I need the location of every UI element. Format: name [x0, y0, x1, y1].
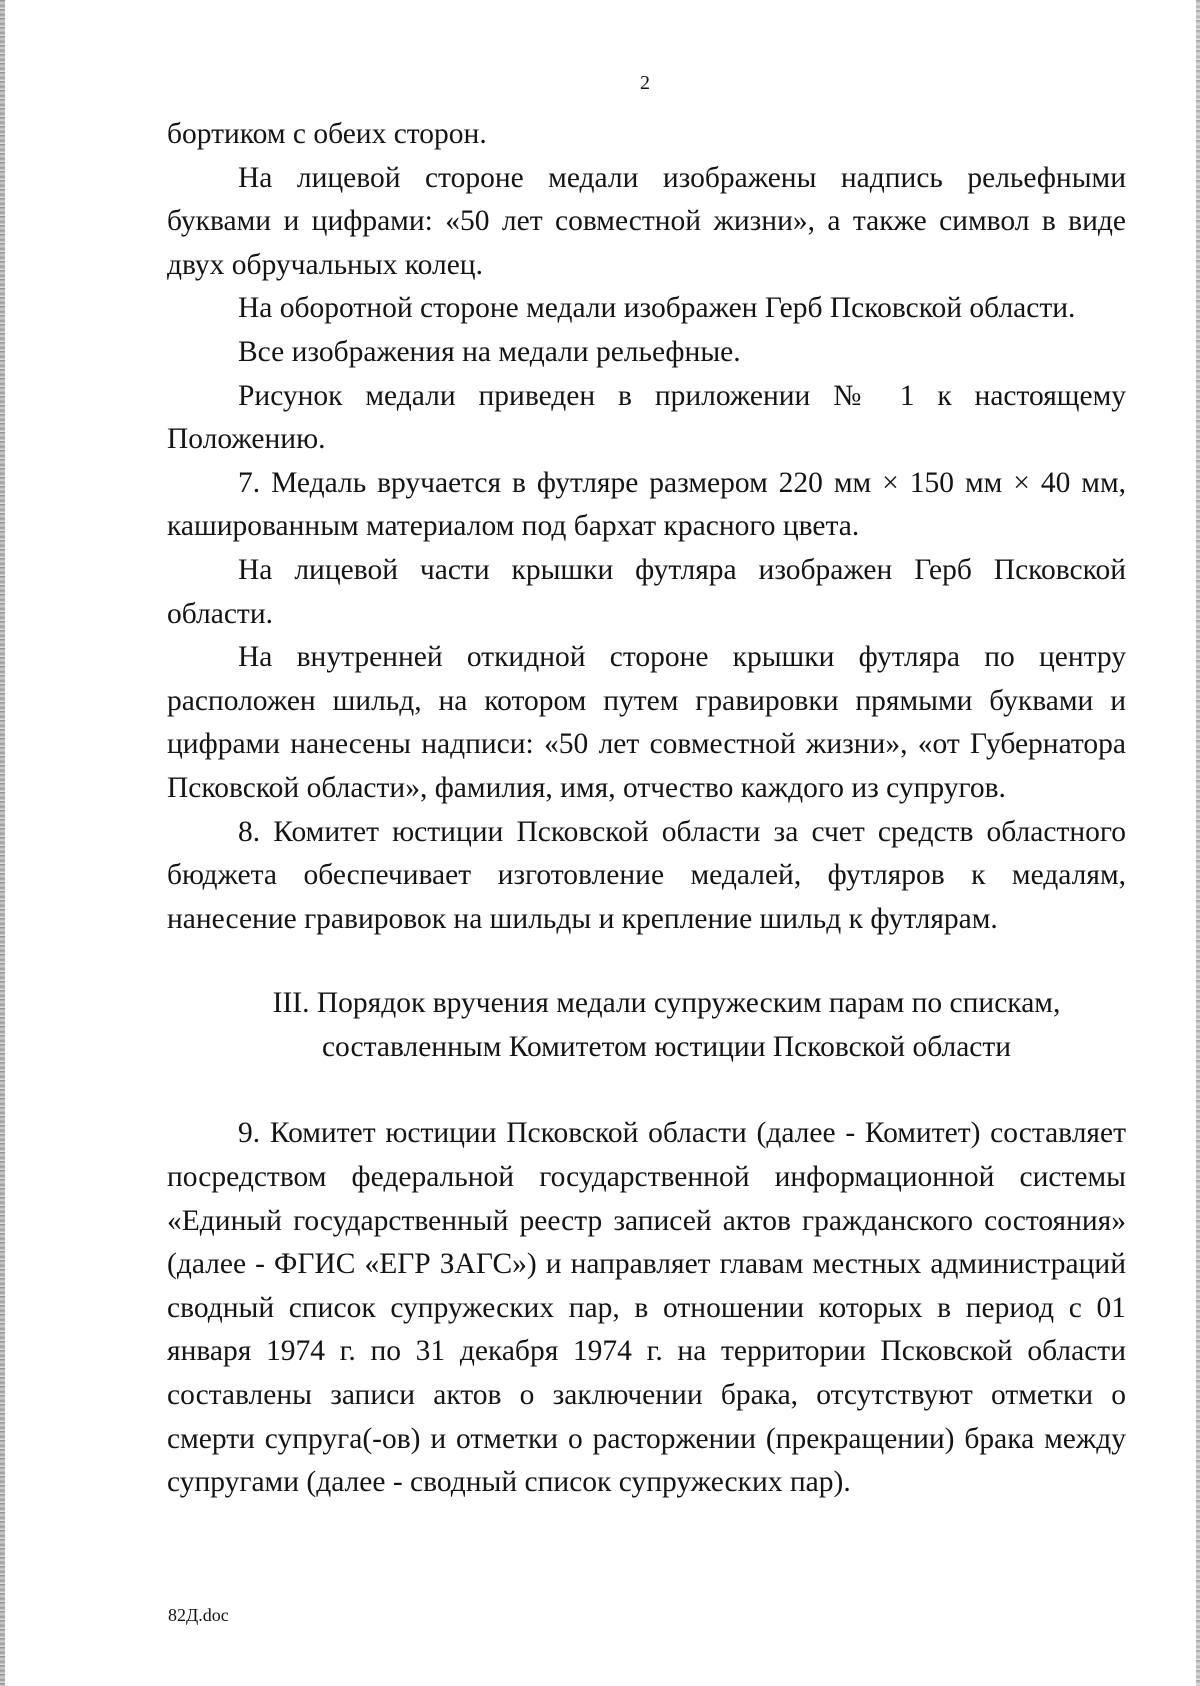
paragraph-plate: На внутренней откидной стороне крышки футляра по центру расположен шильд, на котором путем гравировки прямыми буквами и цифрами нанесены надписи: «50 лет совместной жизни», «от Губернатора Псковской области», фамилия, имя, отчество каждого из супругов.	[167, 641, 1126, 804]
section-heading-line-1: III. Порядок вручения медали супружеским парам по спискам,	[272, 987, 1061, 1020]
paragraph-medal-back: На оборотной стороне медали изображен Герб Псковской области.	[238, 292, 1076, 325]
footer-filename: 82Д.doc	[168, 1605, 229, 1625]
paragraph-continuation: бортиком с обеих сторон.	[167, 118, 487, 150]
scan-left-edge	[0, 0, 5, 1686]
paragraph-item-9: 9. Комитет юстиции Псковской области (далее - Комитет) составляет посредством федеральной государственной информационной системы «Единый государственный реестр записей актов гражданского состояния» (далее - ФГИС «ЕГР ЗАГС») и направляет главам местных администраций сводный список супружеских пар, в отношении которых в период с 01 января 1974 г. по 31 декабря 1974 г. на территории Псковской области составлены записи актов о заключении брака, отсутствуют отметки о смерти супруга(-ов) и отметки о расторжении (прекращении) брака между супругами (далее - сводный список супружеских пар).	[167, 1117, 1126, 1499]
paragraph-item-8: 8. Комитет юстиции Псковской области за счет средств областного бюджета обеспечивает изготовление медалей, футляров к медалям, нанесение гравировок на шильды и крепление шильд к футлярам.	[167, 815, 1126, 935]
paragraph-appendix-ref: Рисунок медали приведен в приложении № 1 к настоящему Положению.	[167, 379, 1126, 456]
document-body	[167, 113, 1126, 1505]
page-number: 2	[640, 72, 650, 94]
paragraph-item-7: 7. Медаль вручается в футляре размером 220 мм × 150 мм × 40 мм, кашированным материалом под бархат красного цвета.	[167, 466, 1126, 543]
scan-right-edge	[1196, 0, 1200, 1686]
section-heading	[167, 982, 1126, 1069]
paragraph-relief: Все изображения на медали рельефные.	[238, 335, 741, 368]
section-heading-line-2: составленным Комитетом юстиции Псковской области	[321, 1030, 1012, 1063]
paragraph-case-lid: На лицевой части крышки футляра изображен Герб Псковской области.	[167, 553, 1126, 630]
paragraph-medal-front: На лицевой стороне медали изображены надпись рельефными буквами и цифрами: «50 лет совместной жизни», а также символ в виде двух обручальных колец.	[167, 161, 1126, 281]
